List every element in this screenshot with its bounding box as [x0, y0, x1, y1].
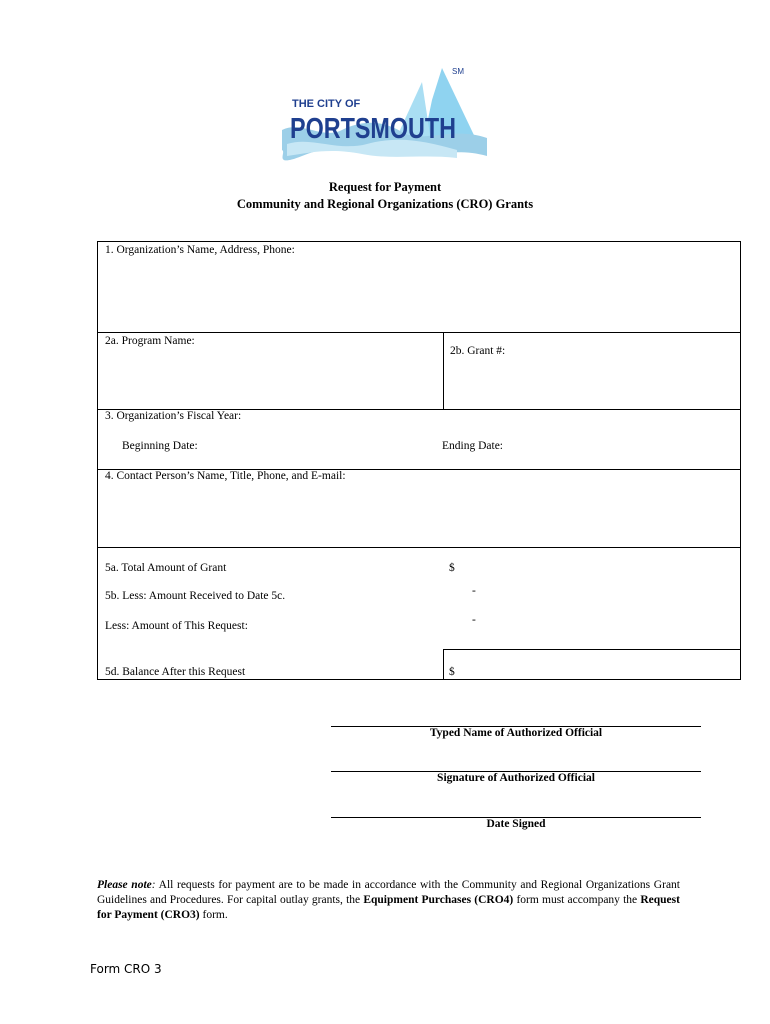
payment-note — [97, 878, 680, 923]
signature-label: Signature of Authorized Official — [437, 772, 595, 784]
sailboat-logo-icon — [282, 60, 492, 165]
note-bold-1: Equipment Purchases (CRO4) — [363, 894, 514, 906]
program-label: 2a. Program Name: — [105, 335, 195, 347]
form-id: Form CRO 3 — [90, 962, 162, 976]
ending-date-field[interactable] — [518, 436, 718, 458]
ending-date-label: Ending Date: — [442, 440, 503, 452]
total-grant-symbol: $ — [449, 562, 455, 574]
note-text-3: form. — [199, 909, 228, 921]
grant-field[interactable] — [444, 333, 740, 409]
total-grant-field[interactable] — [460, 560, 730, 578]
total-grant-label: 5a. Total Amount of Grant — [105, 562, 227, 574]
org-label: 1. Organization’s Name, Address, Phone: — [105, 244, 295, 256]
contact-field[interactable] — [98, 470, 740, 547]
divider — [443, 649, 740, 650]
form-subtitle: Community and Regional Organizations (CRO) Grants — [236, 197, 534, 211]
typed-name-label: Typed Name of Authorized Official — [429, 727, 603, 739]
divider — [98, 547, 740, 548]
this-request-label: Less: Amount of This Request: — [105, 620, 248, 632]
amount-received-field[interactable] — [480, 586, 730, 604]
balance-symbol: $ — [449, 666, 455, 678]
amount-received-label: 5b. Less: Amount Received to Date 5c. — [105, 590, 286, 602]
amount-received-symbol: - — [472, 585, 476, 597]
form-title: Request for Payment — [328, 180, 442, 194]
date-signed-label: Date Signed — [486, 818, 546, 830]
grant-label: 2b. Grant #: — [450, 345, 506, 357]
logo-line2: PORTSMOUTH — [290, 113, 456, 145]
payment-form — [97, 241, 741, 680]
divider — [443, 649, 444, 679]
this-request-symbol: - — [472, 614, 476, 626]
fiscal-label: 3. Organization’s Fiscal Year: — [105, 410, 242, 422]
note-text-2: form must accompany the — [513, 894, 641, 906]
program-field[interactable] — [98, 333, 443, 409]
logo-line1: THE CITY OF — [292, 98, 361, 110]
contact-label: 4. Contact Person’s Name, Title, Phone, and E-mail: — [105, 470, 346, 482]
balance-label: 5d. Balance After this Request — [105, 666, 246, 678]
logo-service-mark: SM — [452, 67, 464, 76]
note-bold-2: Request for Payment (CRO3) — [97, 894, 680, 921]
note-text-1: All requests for payment are to be made in accordance with the Community and Regional Organizations Grant Guidelines and Procedures. For capital outlay grants, the — [97, 879, 680, 906]
note-lead: Please note — [97, 879, 152, 891]
org-field[interactable] — [98, 242, 740, 332]
this-request-field[interactable] — [480, 615, 730, 633]
beginning-date-field[interactable] — [228, 436, 428, 458]
city-logo — [282, 60, 492, 165]
beginning-date-label: Beginning Date: — [122, 440, 198, 452]
balance-field[interactable] — [460, 656, 730, 676]
note-colon: : — [151, 879, 156, 891]
